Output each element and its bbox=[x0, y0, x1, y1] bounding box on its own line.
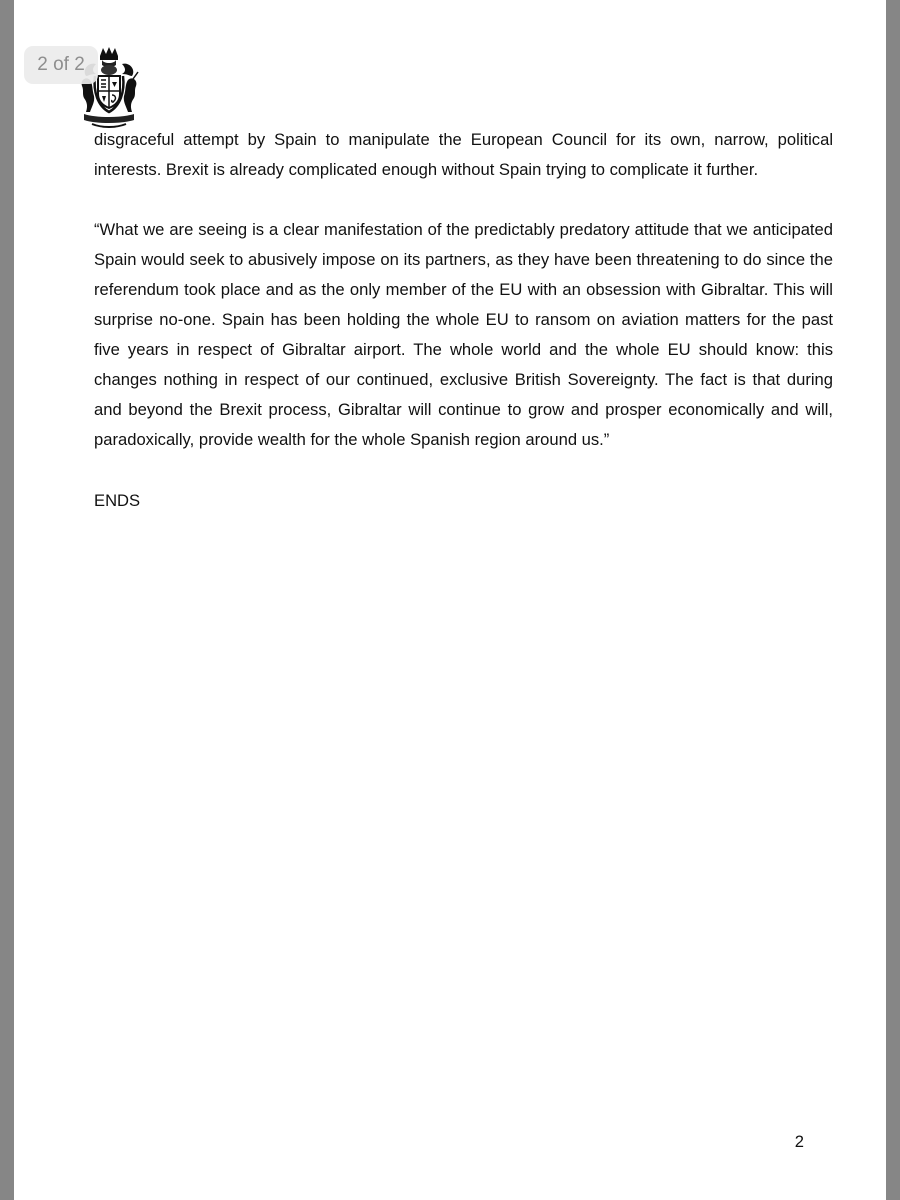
ends-marker: ENDS bbox=[94, 491, 141, 510]
document-page bbox=[14, 0, 886, 1200]
page-number: 2 bbox=[794, 1132, 804, 1151]
page-indicator-badge: 2 of 2 bbox=[24, 46, 98, 84]
document-body bbox=[94, 125, 833, 485]
paragraph-quote: “What we are seeing is a clear manifestation of the predictably predatory attitude that we anticipated Spain would seek to abusively impose on its partners, as they have been threatening to do since the referendum took place and as the only member of the EU with an obsession with Gibraltar. This will surprise no-one. Spain has been holding the whole EU to ransom on aviation matters for the past five years in respect of Gibraltar airport. The whole world and the whole EU should know: this changes nothing in respect of our continued, exclusive British Sovereignty. The fact is that during and beyond the Brexit process, Gibraltar will continue to grow and prosper economically and will, paradoxically, provide wealth for the whole Spanish region around us.” bbox=[94, 220, 833, 449]
paragraph-continuation: disgraceful attempt by Spain to manipulate the European Council for its own, narrow, political interests. Brexit is already complicated enough without Spain trying to complicate it further. bbox=[94, 130, 833, 179]
